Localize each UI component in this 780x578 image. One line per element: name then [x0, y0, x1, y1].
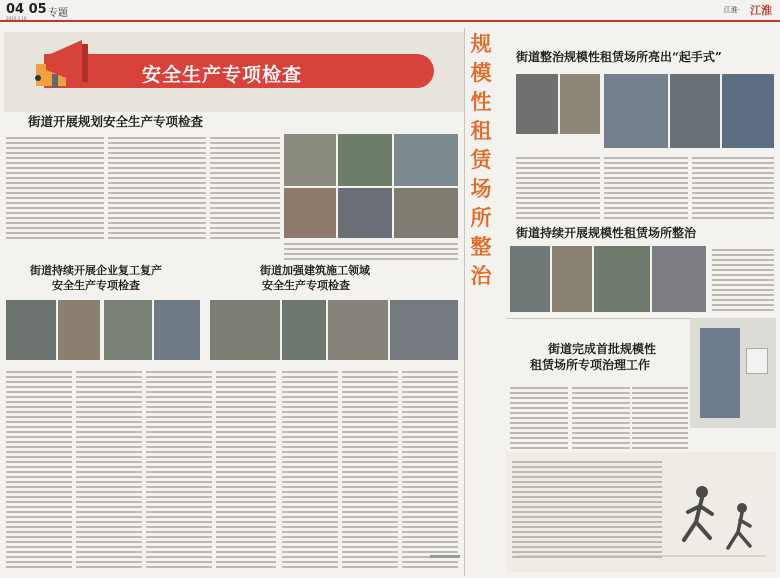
vertical-char: 赁 [470, 148, 492, 172]
date-line: 2020.4.10 [6, 16, 27, 21]
article-body [108, 134, 206, 240]
article-photo [552, 246, 592, 312]
divider [4, 131, 460, 132]
column-divider [464, 28, 465, 576]
article-body [516, 154, 600, 220]
article-body [282, 368, 338, 573]
article-end-mark [430, 555, 460, 558]
article-photo [510, 246, 550, 312]
vertical-char: 整 [470, 235, 492, 259]
vertical-char: 场 [470, 177, 492, 201]
article-headline: 安全生产专项检查 [52, 279, 140, 292]
article-headline: 安全生产专项检查 [262, 279, 350, 292]
article-body [604, 154, 688, 220]
vertical-char: 治 [470, 264, 492, 288]
article-photo [58, 300, 100, 360]
article-photo [394, 134, 458, 186]
article-photo [390, 300, 458, 360]
article-photo [6, 300, 56, 360]
article-headline: 街道加强建筑施工领域 [260, 264, 370, 277]
article-headline: 街道开展规划安全生产专项检查 [28, 114, 204, 129]
article-body [632, 384, 688, 448]
article-headline: 街道持续开展规模性租赁场所整治 [516, 226, 697, 240]
vertical-char: 规 [470, 32, 492, 56]
article-photo [604, 74, 668, 148]
vertical-char: 模 [470, 61, 492, 85]
masthead-sub: 江淮· [723, 6, 740, 14]
photo-figure [700, 328, 740, 418]
article-headline: 街道整治规模性租赁场所亮出“起手式” [516, 50, 722, 64]
article-photo [690, 318, 776, 428]
page-header [0, 0, 780, 22]
decorative-graphic [506, 452, 776, 572]
article-photo [154, 300, 200, 360]
article-body [284, 240, 458, 260]
article-headline: 街道持续开展企业复工复产 [30, 264, 162, 277]
section-name: 专题 [48, 8, 68, 19]
article-body [76, 368, 142, 573]
article-photo [210, 300, 280, 360]
article-body [510, 384, 568, 448]
article-body [572, 384, 630, 448]
article-photo [284, 134, 336, 186]
article-body [216, 368, 276, 573]
article-photo [516, 74, 558, 134]
article-headline: 街道完成首批规模性 [548, 342, 657, 356]
article-body [342, 368, 398, 573]
article-photo [560, 74, 600, 134]
article-headline: 租赁场所专项治理工作 [530, 358, 651, 372]
article-photo [328, 300, 388, 360]
article-body [692, 154, 774, 220]
article-body [512, 458, 662, 561]
page-number: 04 05 [6, 2, 47, 17]
article-body [712, 246, 774, 312]
article-body [6, 368, 72, 573]
article-photo [670, 74, 720, 148]
article-photo [338, 188, 392, 238]
vertical-char: 所 [470, 206, 492, 230]
banner-title: 安全生产专项检查 [142, 64, 303, 86]
article-body [402, 368, 458, 573]
article-photo [282, 300, 326, 360]
article-photo [652, 246, 706, 312]
vertical-section-title [467, 30, 495, 330]
article-photo [722, 74, 774, 148]
megaphone-icon [34, 34, 104, 94]
photo-notice [746, 348, 768, 374]
article-body [210, 134, 280, 240]
article-body [146, 368, 212, 573]
article-body [6, 134, 104, 240]
article-photo [284, 188, 336, 238]
vertical-char: 性 [470, 90, 492, 114]
article-photo [394, 188, 458, 238]
article-photo [338, 134, 392, 186]
article-photo [104, 300, 152, 360]
article-photo [594, 246, 650, 312]
masthead-logo: 江淮 [750, 4, 772, 17]
vertical-char: 租 [470, 119, 492, 143]
